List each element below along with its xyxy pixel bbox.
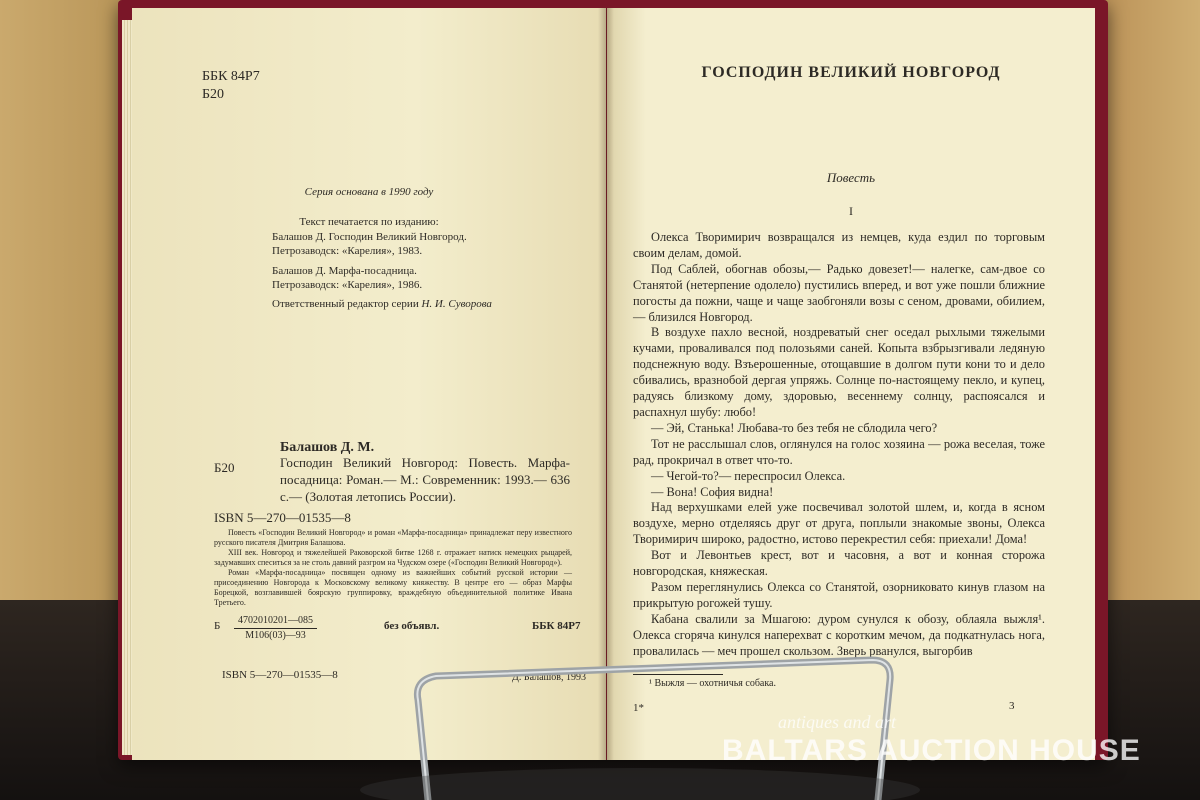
annotation-paragraph: Роман «Марфа-посадница» посвящен одному из важнейших событий русской истории — присоединению Новгорода к Московскому великому княжеству. В центре его — образ Марфы Борецкой, возглавившей боярскую группировку, враждебную объединительной политике Ивана Третьего. [214,568,572,607]
publication-code: 4702010201—085 М106(03)—93 [234,614,317,643]
edition-2: Балашов Д. Марфа-посадница. Петрозаводск: «Карелия», 1986. [272,265,423,291]
series-editor: Ответственный редактор серии Н. И. Суворова [272,298,492,310]
paragraph: Тот не расслышал слов, оглянулся на голос хозяина — рожа веселая, тоже рад, прокричал в ответ что-то. [633,436,1045,467]
paragraph: Под Саблей, обогнав обозы,— Радько довезет!— налегке, сам-двое со Станятой (нетерпение одолело) пустились вперед, и вот уже пошли ближние погосты да пожни, чаще и чаще заобгоняли возы с сеном, дровами, обилием,— близился Новгород. [633,261,1045,324]
chapter-number: I [849,204,853,218]
catalog-author: Балашов Д. М. [280,440,375,455]
copyright: Д. Балашов, 1993 [512,672,586,683]
watermark-tagline: antiques and art [778,712,897,732]
page-title: ГОСПОДИН ВЕЛИКИЙ НОВГОРОД [701,64,1001,81]
genre-label: Повесть [826,170,876,185]
paragraph: — Вона! София видна! [651,484,774,499]
bbk-code-bottom: ББК 84Р7 [532,620,581,632]
paragraph: Кабана свалили за Мшагою: дуром сунулся к обозу, облаяла выжля¹. Олекса сгоряча кинулся наперехват с коротким мечом, да подкатнулась нога, провалилась — меч прошел скользом. Зверь рванулся, выгорбив [633,611,1045,658]
catalog-entry: Господин Великий Новгород: Повесть. Марфа-посадница: Роман.— М.: Современник: 1993.— 636 с.— (Золотая летопись России). [280,455,570,504]
footnote: ¹ Выжля — охотничья собака. [649,678,776,689]
catalog-index: Б20 [214,460,235,475]
paragraph: Олекса Творимирич возвращался из немцев, куда ездил по торговым своим делам, домой. [633,230,1045,260]
watermark-brand: BALTARS AUCTION HOUSE [722,734,1141,767]
no-announcement: без объявл. [384,620,440,632]
paragraph: Над верхушками елей уже посвечивал золотой шлем, и, когда в ясном воздухе, мерно отделяясь друг от друга, поплыли знакомые звоны, Олекса Творимирич широко, радостно, истово перекрестил себя: приехали! Дома! [633,500,1045,547]
paragraph: Вот и Левонтьев крест, вот и часовня, а вот и конная сторожа новгородская, княжеская. [633,548,1045,579]
printed-from: Текст печатается по изданию: [299,216,439,228]
isbn-bottom: ISBN 5—270—01535—8 [222,669,338,681]
edition-1: Балашов Д. Господин Великий Новгород. Петрозаводск: «Карелия», 1983. [272,231,467,257]
annotation-paragraph: XIII век. Новгород и тяжелейшей Раковорской битве 1268 г. отражает натиск немецких рыцарей, задумавших спеситься за не столь давний разгром на Чудском озере («Господин Великий Новгород»). [214,548,572,567]
paragraph: — Чегой-то?— переспросил Олекса. [651,468,846,483]
page-number: 3 [1009,700,1015,712]
isbn: ISBN 5—270—01535—8 [214,510,351,525]
paragraph: В воздухе пахло весной, ноздреватый снег оседал рыхлыми тяжелыми кучами, проваливался под полозьями саней. Копыта взбрызгивали ледяную подснежную воду. Взъерошенные, отощавшие в долгом пути кони то и дело сбивались, вразнобой дергая упряжь. Солнце по-настоящему пекло, и купец, радуясь близкому дому, здоровью, весеннему солнцу, распоясался и распахнул шубу: любо! [633,325,1045,419]
code-letter: Б [214,620,221,632]
annotation-paragraph: Повесть «Господин Великий Новгород» и роман «Марфа-посадница» принадлежат перу известного русского писателя Дмитрия Балашова. [214,528,572,547]
signature-mark: 1* [633,702,644,714]
paragraph: Разом переглянулись Олекса со Станятой, озорниковато кинув глазом на прикрытую рогожей тушу. [633,579,1045,610]
series-note: Серия основана в 1990 году [304,186,434,198]
bbk-code-top: ББК 84Р7 Б20 [202,69,260,102]
paragraph: — Эй, Станька! Любава-то без тебя не сблодила чего? [651,420,938,435]
